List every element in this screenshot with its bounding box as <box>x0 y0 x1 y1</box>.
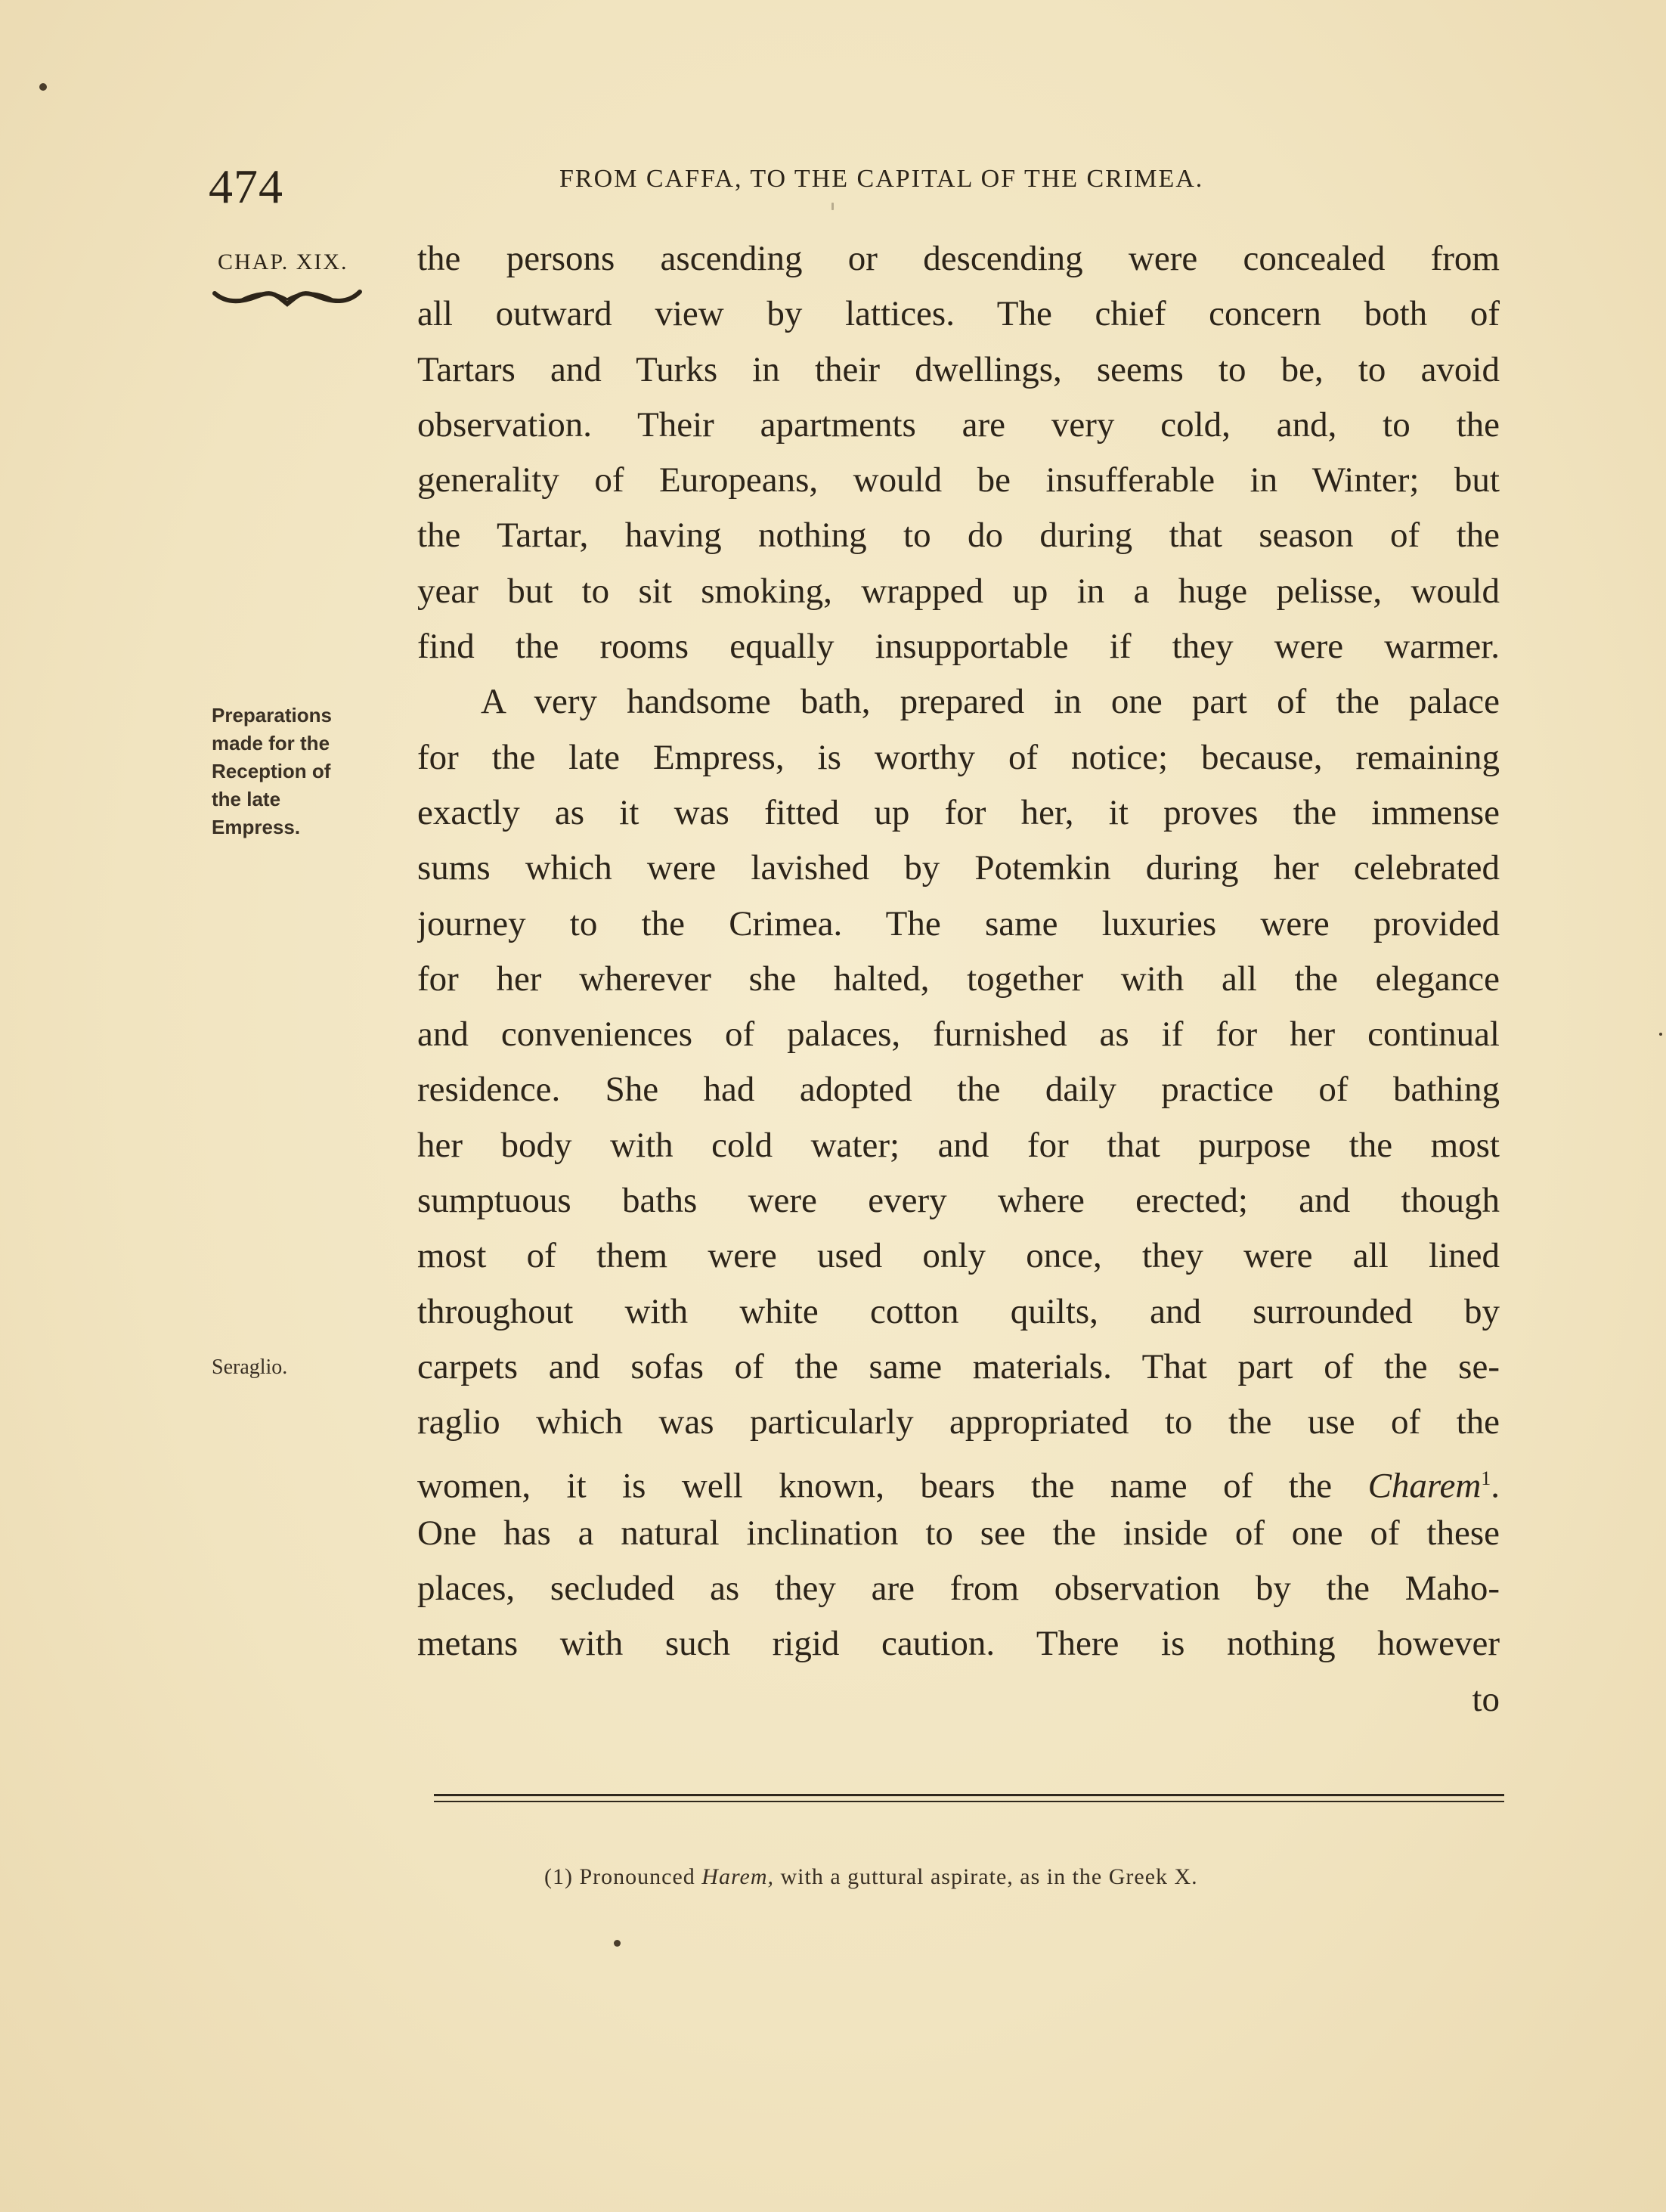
side-note-line: made for the <box>212 732 330 754</box>
text-line: raglio which was particularly appropriated to the use of the <box>417 1402 1500 1442</box>
text-line: throughout with white cotton quilts, and surrounded by <box>417 1291 1500 1331</box>
chapter-label: CHAP. XIX. <box>218 249 348 274</box>
footnote-suffix: with a guttural aspirate, as in the Greek X. <box>780 1864 1198 1889</box>
ink-speck-decoration <box>39 83 47 91</box>
text-line: the persons ascending or descending were concealed from <box>417 239 1500 278</box>
text-line: metans with such rigid caution. There is nothing however <box>417 1624 1500 1664</box>
text-line: Tartars and Turks in their dwellings, seems to be, to avoid <box>417 349 1500 389</box>
side-note-line: Seraglio. <box>212 1355 288 1379</box>
side-note-seraglio <box>212 1353 370 1381</box>
page-number: 474 <box>209 160 283 213</box>
footnote-term: Harem, <box>701 1864 775 1889</box>
side-note-line: the late <box>212 788 281 810</box>
text-line: residence. She had adopted the daily practice of bathing <box>417 1070 1500 1110</box>
side-note-preparations <box>212 702 370 841</box>
text-line: for her wherever she halted, together with all the elegance <box>417 959 1500 999</box>
text-line: exactly as it was fitted up for her, it proves the immense <box>417 792 1500 832</box>
ink-speck-decoration <box>614 1940 621 1947</box>
side-note-line: Preparations <box>212 704 332 726</box>
text-line: One has a natural inclination to see the inside of one of these <box>417 1513 1500 1553</box>
text-line: generality of Europeans, would be insufferable in Winter; but <box>417 460 1500 500</box>
text-line: find the rooms equally insupportable if they were warmer. <box>417 627 1500 667</box>
text-line-paragraph-start: A very handsome bath, prepared in one part of the palace <box>481 682 1500 722</box>
ink-speck-decoration <box>1659 1033 1662 1036</box>
flourish-ornament-icon <box>212 281 363 311</box>
footnote-prefix: Pronounced <box>579 1864 695 1889</box>
text-line: her body with cold water; and for that purpose the most <box>417 1125 1500 1165</box>
text-line: most of them were used only once, they were all lined <box>417 1236 1500 1276</box>
text-line: journey to the Crimea. The same luxuries were provided <box>417 903 1500 943</box>
footnote-divider <box>434 1801 1504 1802</box>
ink-speck-decoration <box>831 203 834 210</box>
text-line: and conveniences of palaces, furnished as if for her continual <box>417 1015 1500 1055</box>
text-line: sumptuous baths were every where erected; and though <box>417 1181 1500 1221</box>
footnote-mark: (1) <box>544 1864 573 1889</box>
body-text <box>417 231 1500 1727</box>
footnote-divider <box>434 1794 1504 1796</box>
text-line: the Tartar, having nothing to do during that season of the <box>417 516 1500 556</box>
catchword: to <box>1472 1679 1500 1719</box>
text-line: places, secluded as they are from observation by the Maho- <box>417 1569 1500 1609</box>
charem-line-prefix: women, it is well known, bears the name of the <box>417 1466 1333 1506</box>
footnote <box>544 1864 1198 1890</box>
text-line: carpets and sofas of the same materials. That part of the se- <box>417 1346 1500 1386</box>
text-line: for the late Empress, is worthy of notice; because, remaining <box>417 737 1500 777</box>
text-line-charem <box>417 1451 1500 1506</box>
side-note-line: Reception of <box>212 760 331 782</box>
text-line: all outward view by lattices. The chief concern both of <box>417 294 1500 334</box>
charem-word: Charem <box>1367 1466 1482 1506</box>
side-note-line: Empress. <box>212 816 301 838</box>
text-line: sums which were lavished by Potemkin during her celebrated <box>417 848 1500 888</box>
text-line: year but to sit smoking, wrapped up in a huge pelisse, would <box>417 571 1500 611</box>
running-head: FROM CAFFA, TO THE CAPITAL OF THE CRIMEA. <box>559 165 1204 193</box>
text-line: observation. Their apartments are very cold, and, to the <box>417 404 1500 445</box>
footnote-reference[interactable]: 1 <box>1481 1467 1491 1489</box>
charem-line-suffix: . <box>1491 1466 1500 1506</box>
